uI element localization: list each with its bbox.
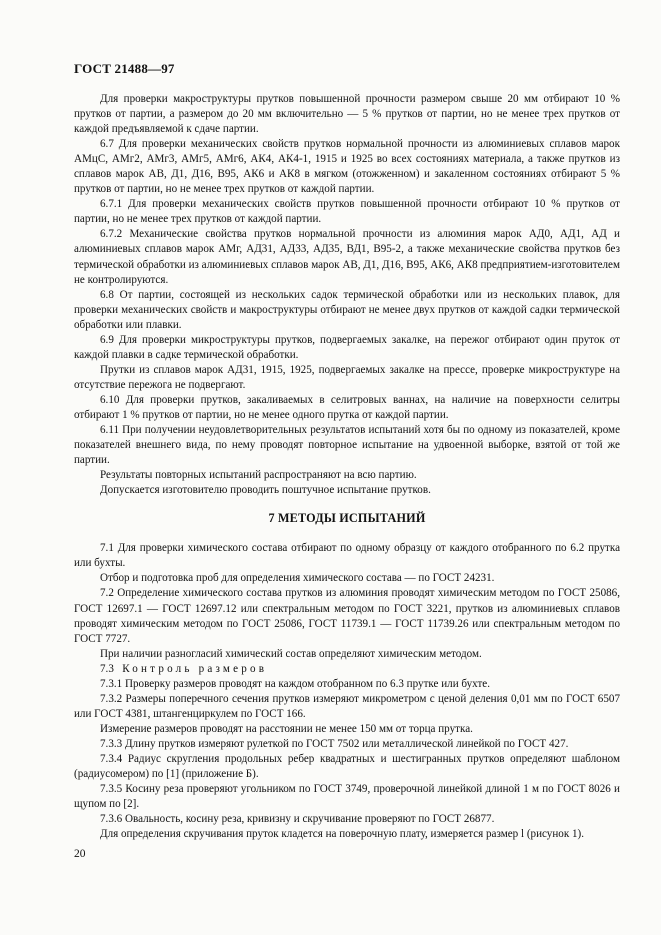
paragraph-7-2: 7.2 Определение химического состава прутков из алюминия проводят химическим методом по ГОСТ 25086, ГОСТ 12697.1 — ГОСТ 12697.12 или спектральным методом по ГОСТ 3221, прутков из алюминиевых сплавов проводят химическим методом по ГОСТ 25086, ГОСТ 11739.1 — ГОСТ 11739.26 или спектральным методом по ГОСТ 7727. (74, 587, 620, 645)
paragraph-6-11: 6.11 При получении неудовлетворительных результатов испытаний хотя бы по одному из показателей, кроме показателей внешнего вида, по нему проводят повторное испытание на удвоенной выборке, взятой от той же партии. (74, 424, 620, 467)
page-number: 20 (74, 848, 86, 860)
paragraph: Для проверки макроструктуры прутков повышенной прочности размером свыше 20 мм отбирают 10 % прутков от партии, а размером до 20 мм включительно — 5 % прутков от партии, но не менее трех прутков от каждой предъявляемой к сдаче партии. (74, 93, 620, 136)
paragraph-7-1: 7.1 Для проверки химического состава отбирают по одному образцу от каждого отобранного по 6.2 прутка или бухты. (74, 542, 620, 570)
section-title: 7 МЕТОДЫ ИСПЫТАНИЙ (268, 511, 426, 526)
paragraph: Отбор и подготовка проб для определения химического состава — по ГОСТ 24231. (100, 572, 495, 585)
paragraph-7-3-3: 7.3.3 Длину прутков измеряют рулеткой по ГОСТ 7502 или металлической линейкой по ГОСТ 427. (100, 737, 569, 750)
paragraph-6-9: 6.9 Для проверки микроструктуры прутков, подвергаемых закалке, на пережог отбирают один пруток от каждой плавки в садке термической обработки. (74, 333, 620, 361)
subsection-title: Контроль размеров (122, 662, 268, 675)
paragraph: Допускается изготовителю проводить поштучное испытание прутков. (100, 484, 431, 497)
paragraph-6-7: 6.7 Для проверки механических свойств прутков нормальной прочности из алюминиевых сплавов марок АМцС, АМг2, АМг3, АМг5, АМг6, АК4, АК4-1, 1915 и 1925 во всех состояниях материала, а также прутков из сплавов марок АВ, Д1, Д16, В95, АК6 и АК8 в мягком (отожженном) и закаленном состояниях отбирают 5 % прутков от партии, но не менее трех прутков от каждой партии. (74, 138, 620, 196)
paragraph: Прутки из сплавов марок АД31, 1915, 1925, подвергаемых закалке на прессе, проверке микроструктуре на отсутствие пережога не подвергают. (74, 363, 620, 391)
paragraph-7-3-5: 7.3.5 Косину реза проверяют угольником по ГОСТ 3749, проверочной линейкой длиной 1 м по ГОСТ 8026 и щупом по [2]. (74, 783, 620, 811)
paragraph-6-7-2: 6.7.2 Механические свойства прутков нормальной прочности из алюминия марок АД0, АД1, АД и алюминиевых сплавов марок АМг, АД31, АД33, АД35, ВД1, В95-2, а также механические свойства прутков без термической обработки из алюминиевых сплавов марок АВ, Д1, Д16, В95, АК6, АК8 предприятием-изготовителем не контролируются. (74, 228, 620, 286)
paragraph: При наличии разногласий химический состав определяют химическим методом. (100, 647, 482, 660)
subsection-heading-7-3 (74, 662, 620, 677)
paragraph-6-7-1: 6.7.1 Для проверки механических свойств прутков повышенной прочности отбирают 10 % прутков от партии, но не менее трех прутков от каждой партии. (74, 198, 620, 226)
paragraph: Результаты повторных испытаний распространяют на всю партию. (100, 469, 417, 482)
paragraph: Измерение размеров проводят на расстоянии не менее 150 мм от торца прутка. (100, 722, 473, 735)
paragraph-7-3-6: 7.3.6 Овальность, косину реза, кривизну и скручивание проверяют по ГОСТ 26877. (100, 813, 495, 826)
subsection-number: 7.3 (100, 662, 114, 675)
page-body (74, 92, 620, 842)
paragraph: Для определения скручивания пруток кладется на поверочную плату, измеряется размер l (рисунок 1). (100, 828, 584, 841)
paragraph-7-3-1: 7.3.1 Проверку размеров проводят на каждом отобранном по 6.3 прутке или бухте. (100, 677, 490, 690)
paragraph-7-3-4: 7.3.4 Радиус скругления продольных ребер квадратных и шестигранных прутков определяют шаблоном (радиусомером) по [1] (приложение Б). (74, 752, 620, 781)
paragraph-6-8: 6.8 От партии, состоящей из нескольких садок термической обработки или из нескольких плавок, для проверки механических свойств и макроструктуры отбирают не менее двух прутков от каждой садки термической обработки или плавки. (74, 288, 620, 331)
paragraph-7-3-2: 7.3.2 Размеры поперечного сечения прутков измеряют микрометром с ценой деления 0,01 мм по ГОСТ 6507 или ГОСТ 4381, штангенциркулем по ГОСТ 166. (74, 692, 620, 720)
paragraph-6-10: 6.10 Для проверки прутков, закаливаемых в селитровых ваннах, на наличие на поверхности селитры отбирают 1 % прутков от партии, но не менее одного прутка от каждой партии. (74, 393, 620, 421)
document-header: ГОСТ 21488—97 (74, 61, 175, 76)
